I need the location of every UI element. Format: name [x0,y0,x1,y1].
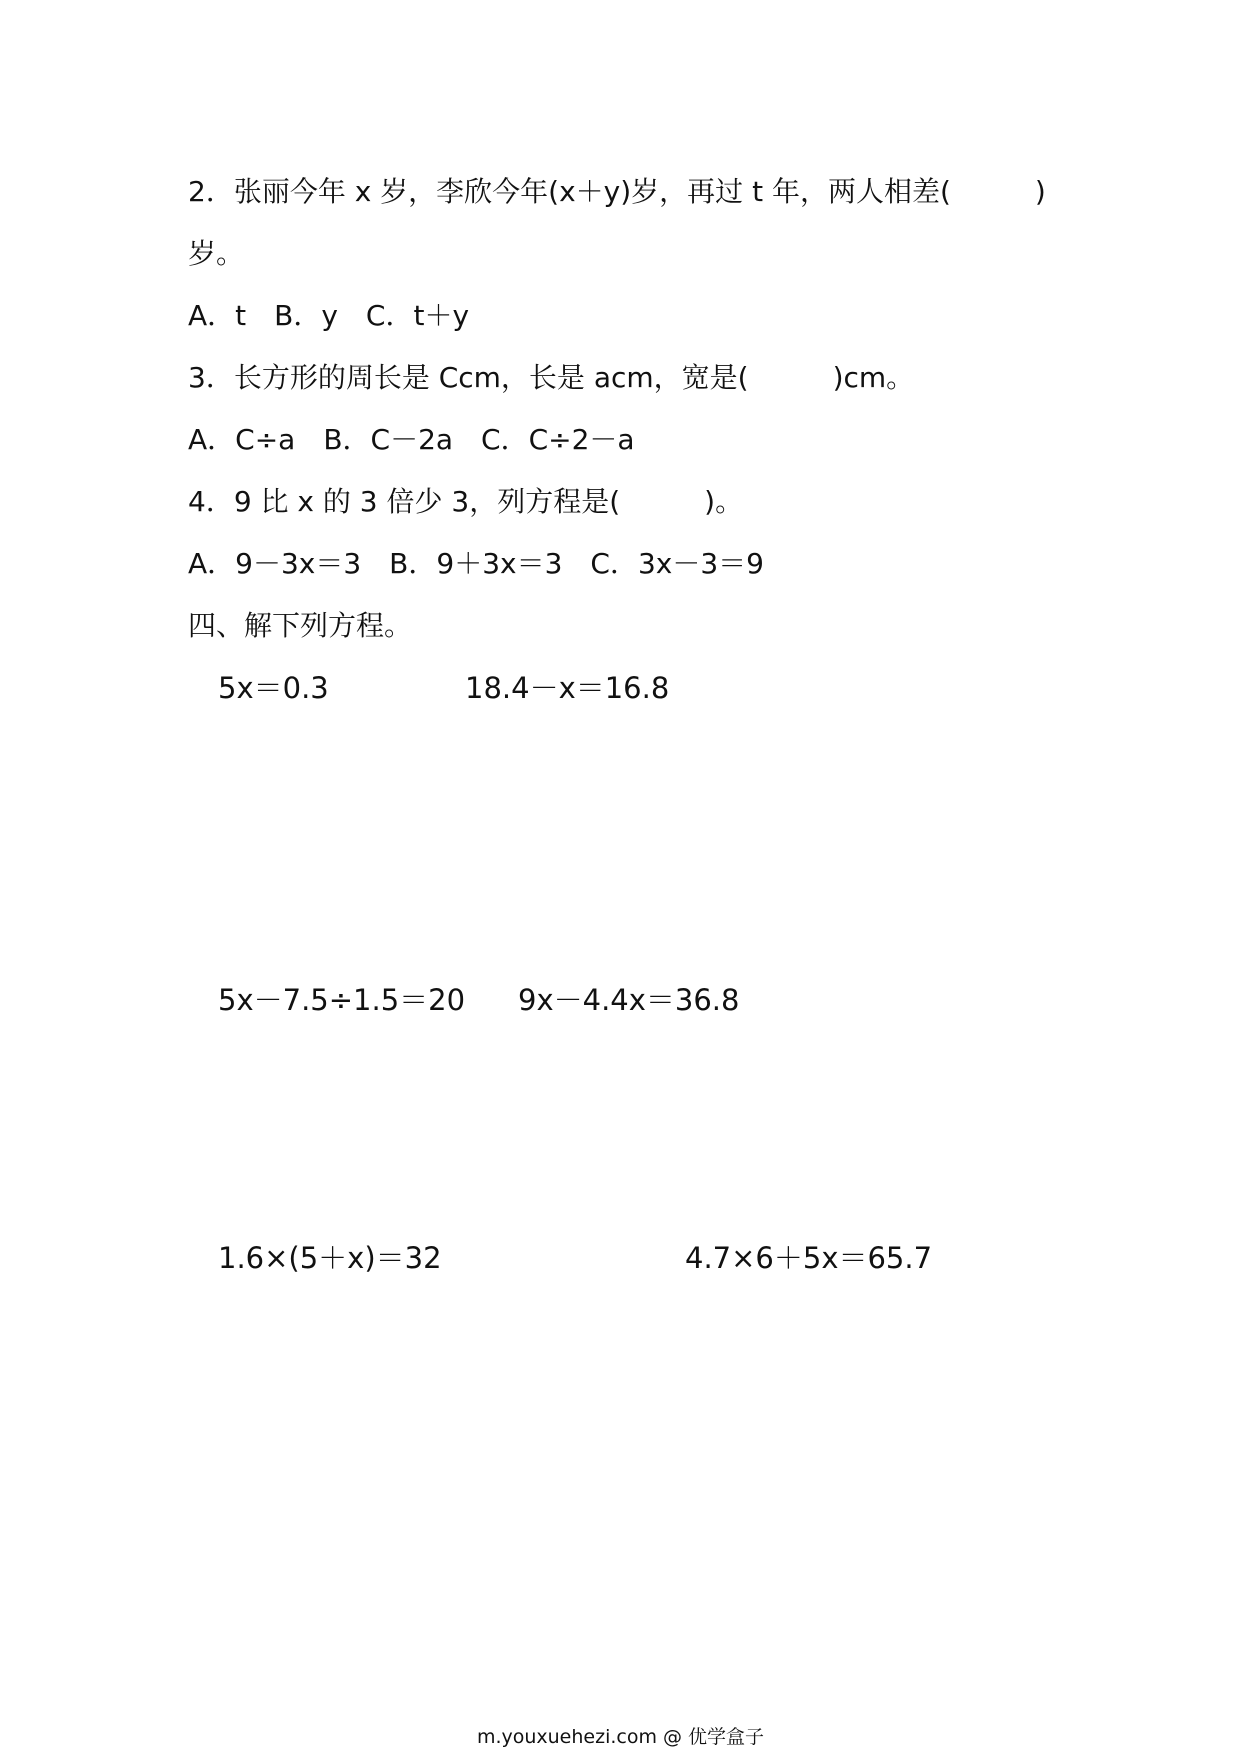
q4-stem: 4．9 比 x 的 3 倍少 3，列方程是( )。 [188,485,744,518]
equation-3: 5x－7.5÷1.5＝20 [218,983,466,1017]
q4-options: A．9－3x＝3 B．9＋3x＝3 C．3x－3＝9 [188,547,764,580]
equation-6: 4.7×6＋5x＝65.7 [685,1241,933,1275]
equation-5: 1.6×(5＋x)＝32 [218,1241,442,1275]
q3-stem: 3．长方形的周长是 Ccm，长是 acm，宽是( )cm。 [188,361,915,394]
q2-options: A．t B．y C．t＋y [188,299,470,332]
q2-stem-line2: 岁。 [188,237,245,270]
q3-options: A．C÷a B．C－2a C．C÷2－a [188,423,635,456]
page-footer: m.youxuehezi.com @ 优学盒子 [476,1726,765,1748]
q2-stem-line1: 2．张丽今年 x 岁，李欣今年(x＋y)岁，再过 t 年，两人相差( ) [188,175,1046,208]
equation-4: 9x－4.4x＝36.8 [518,983,740,1017]
equation-1: 5x＝0.3 [218,671,329,705]
equation-2: 18.4－x＝16.8 [465,671,670,705]
section4-heading: 四、解下列方程。 [188,609,413,642]
